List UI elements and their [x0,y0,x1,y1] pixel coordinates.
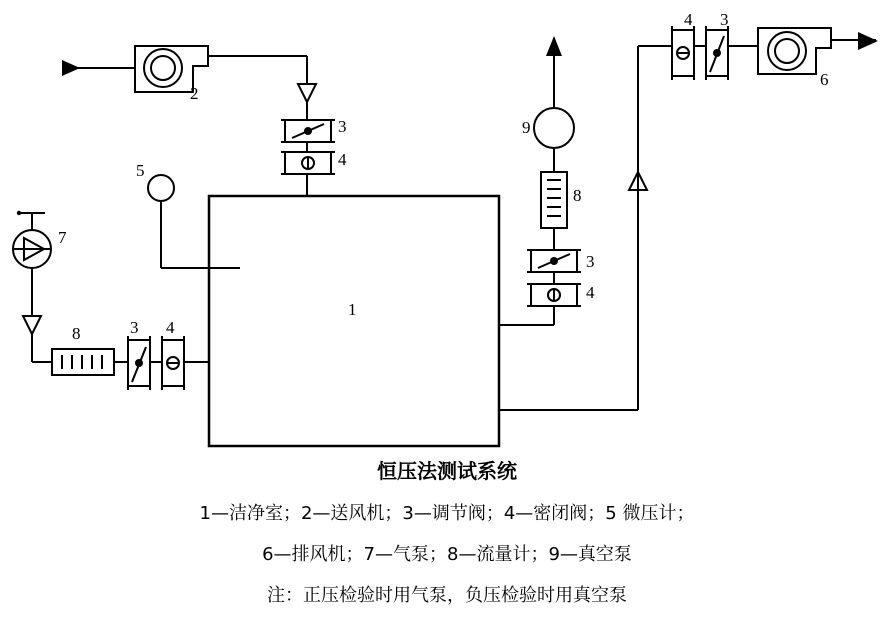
callout-flowmeter-left: 8 [72,324,81,343]
air-pump-symbol [13,211,52,362]
callout-seal-valve-top: 4 [338,150,347,169]
flowmeter-left-symbol [52,349,128,375]
callout-exhaust-fan: 6 [820,70,829,89]
callout-supply-fan: 2 [190,84,199,103]
supply-fan-symbol [62,46,316,102]
callout-flowmeter-right: 8 [573,186,582,205]
callout-seal-valve-right: 4 [586,283,595,302]
cleanroom-box [209,196,499,446]
callout-cleanroom: 1 [348,300,357,319]
figure-legend-line1: 1—洁净室；2—送风机；3—调节阀；4—密闭阀；5 微压计； [199,503,695,524]
figure-note: 注：正压检验时用气泵，负压检验时用真空泵 [267,585,627,606]
right-branch [499,36,581,325]
callout-micromanometer: 5 [136,161,145,180]
figure-legend-line2: 6—排风机；7—气泵；8—流量计；9—真空泵 [262,544,632,565]
callout-control-valve-right: 3 [586,252,595,271]
callout-seal-valve-exhaust: 4 [684,10,693,29]
callout-control-valve-exhaust: 3 [720,10,729,29]
callout-control-valve-top: 3 [338,117,347,136]
callout-seal-valve-left: 4 [166,318,175,337]
callout-vacuum-pump: 9 [522,118,531,137]
micromanometer-symbol [148,175,240,268]
figure-title: 恒压法测试系统 [377,459,517,483]
callout-control-valve-left: 3 [130,318,139,337]
callout-air-pump: 7 [58,228,67,247]
top-valve-stack [281,102,335,196]
left-valve-stack [128,336,209,390]
